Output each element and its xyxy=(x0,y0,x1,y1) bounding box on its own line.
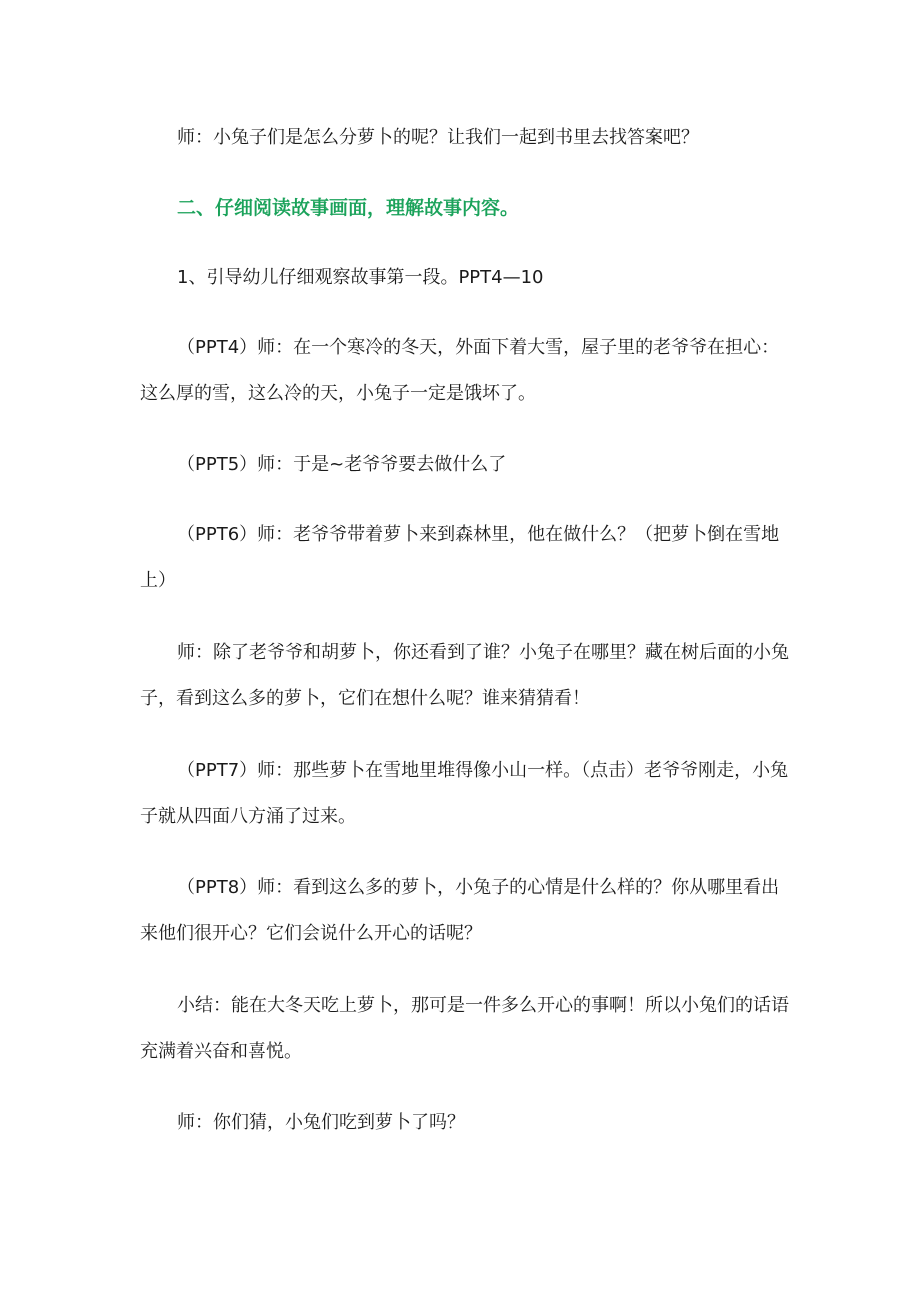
paragraph-ppt4: （PPT4）师：在一个寒冷的冬天，外面下着大雪，屋子里的老爷爷在担心：这么厚的雪，这么冷的天，小兔子一定是饿坏了。 xyxy=(140,337,780,404)
paragraph-ppt6: （PPT6）师：老爷爷带着萝卜来到森林里，他在做什么？（把萝卜倒在雪地上） xyxy=(140,524,780,591)
paragraph-step-1: 1、引导幼儿仔细观察故事第一段。PPT4—10 xyxy=(177,267,544,288)
paragraph-teacher-question-intro: 师：小兔子们是怎么分萝卜的呢？让我们一起到书里去找答案吧？ xyxy=(177,127,699,148)
paragraph-ppt5: （PPT5）师：于是~老爷爷要去做什么了 xyxy=(177,454,507,475)
paragraph-teacher-guess: 师：你们猜，小兔们吃到萝卜了吗？ xyxy=(177,1112,465,1133)
paragraph-ppt8: （PPT8）师：看到这么多的萝卜，小兔子的心情是什么样的？你从哪里看出来他们很开心？它们会说什么开心的话呢？ xyxy=(140,877,780,944)
paragraph-summary: 小结：能在大冬天吃上萝卜，那可是一件多么开心的事啊！所以小兔们的话语充满着兴奋和喜悦。 xyxy=(140,995,789,1062)
paragraph-ppt7: （PPT7）师：那些萝卜在雪地里堆得像小山一样。（点击）老爷爷刚走，小兔子就从四面八方涌了过来。 xyxy=(140,760,789,827)
paragraph-teacher-who-else: 师：除了老爷爷和胡萝卜，你还看到了谁？小兔子在哪里？藏在树后面的小兔子，看到这么多的萝卜，它们在想什么呢？谁来猜猜看！ xyxy=(140,642,789,709)
section-heading-reading: 二、仔细阅读故事画面，理解故事内容。 xyxy=(177,197,520,219)
